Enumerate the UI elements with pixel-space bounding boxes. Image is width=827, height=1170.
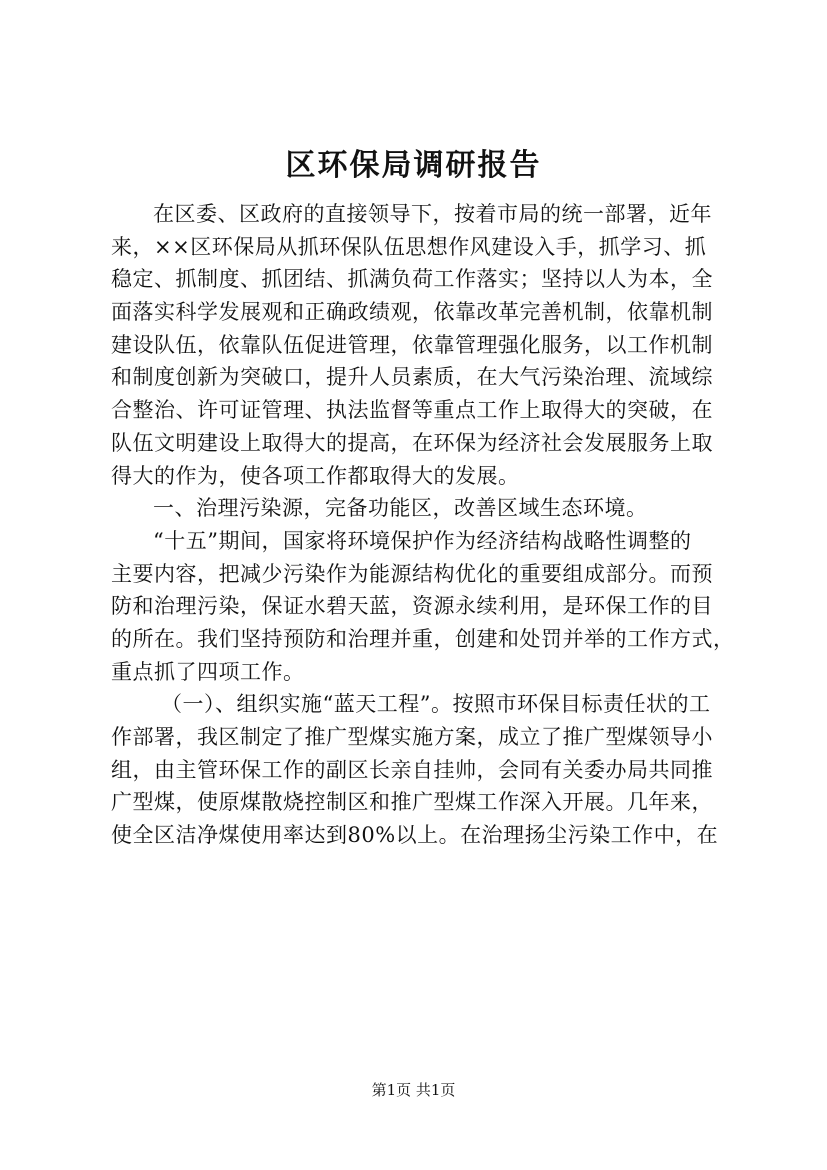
text-line: 稳定、抓制度、抓团结、抓满负荷工作落实；坚持以人为本，全 [111, 267, 713, 292]
document-title: 区环保局调研报告 [285, 148, 542, 183]
paragraph-intro [111, 198, 741, 492]
text-line: 重点抓了四项工作。 [111, 659, 305, 684]
page-number-footer: 第1页 共1页 [371, 1081, 456, 1099]
text-line: 建设队伍，依靠队伍促进管理，依靠管理强化服务，以工作机制 [111, 332, 713, 357]
text-line: 在区委、区政府的直接领导下，按着市局的统一部署，近年 [153, 202, 712, 226]
paragraph-body [111, 525, 741, 688]
text-line: 使全区洁净煤使用率达到80%以上。在治理扬尘污染工作中，在 [111, 823, 719, 848]
text-line: 作部署，我区制定了推广型煤实施方案，成立了推广型煤领导小 [111, 725, 713, 749]
text-line: “十五”期间，国家将环境保护作为经济结构战略性调整的 [153, 528, 692, 553]
section-heading [111, 492, 741, 525]
document-body [111, 198, 741, 852]
text-line: 主要内容，把减少污染作为能源结构优化的重要组成部分。而预 [111, 561, 713, 586]
text-line: 防和治理污染，保证水碧天蓝，资源永续利用，是环保工作的目 [111, 594, 713, 619]
text-line: 一、治理污染源，完备功能区，改善区域生态环境。 [153, 496, 648, 521]
text-line: 和制度创新为突破口，提升人员素质，在大气污染治理、流域综 [111, 365, 713, 390]
text-line: 得大的作为，使各项工作都取得大的发展。 [111, 463, 520, 488]
text-line: 合整治、许可证管理、执法监督等重点工作上取得大的突破，在 [111, 398, 713, 423]
text-line: 来，××区环保局从抓环保队伍思想作风建设入手，抓学习、抓 [111, 234, 707, 259]
text-line: 面落实科学发展观和正确政绩观，依靠改革完善机制，依靠机制 [111, 300, 713, 325]
text-line: 的所在。我们坚持预防和治理并重，创建和处罚并举的工作方式， [111, 626, 735, 651]
text-line: （一）、组织实施“蓝天工程”。按照市环保目标责任状的工 [161, 692, 711, 717]
text-line: 广型煤，使原煤散烧控制区和推广型煤工作深入开展。几年来， [111, 790, 713, 815]
text-line: 队伍文明建设上取得大的提高，在环保为经济社会发展服务上取 [111, 430, 713, 455]
text-line: 组，由主管环保工作的副区长亲自挂帅，会同有关委办局共同推 [111, 757, 713, 782]
paragraph-subsection [111, 688, 741, 851]
